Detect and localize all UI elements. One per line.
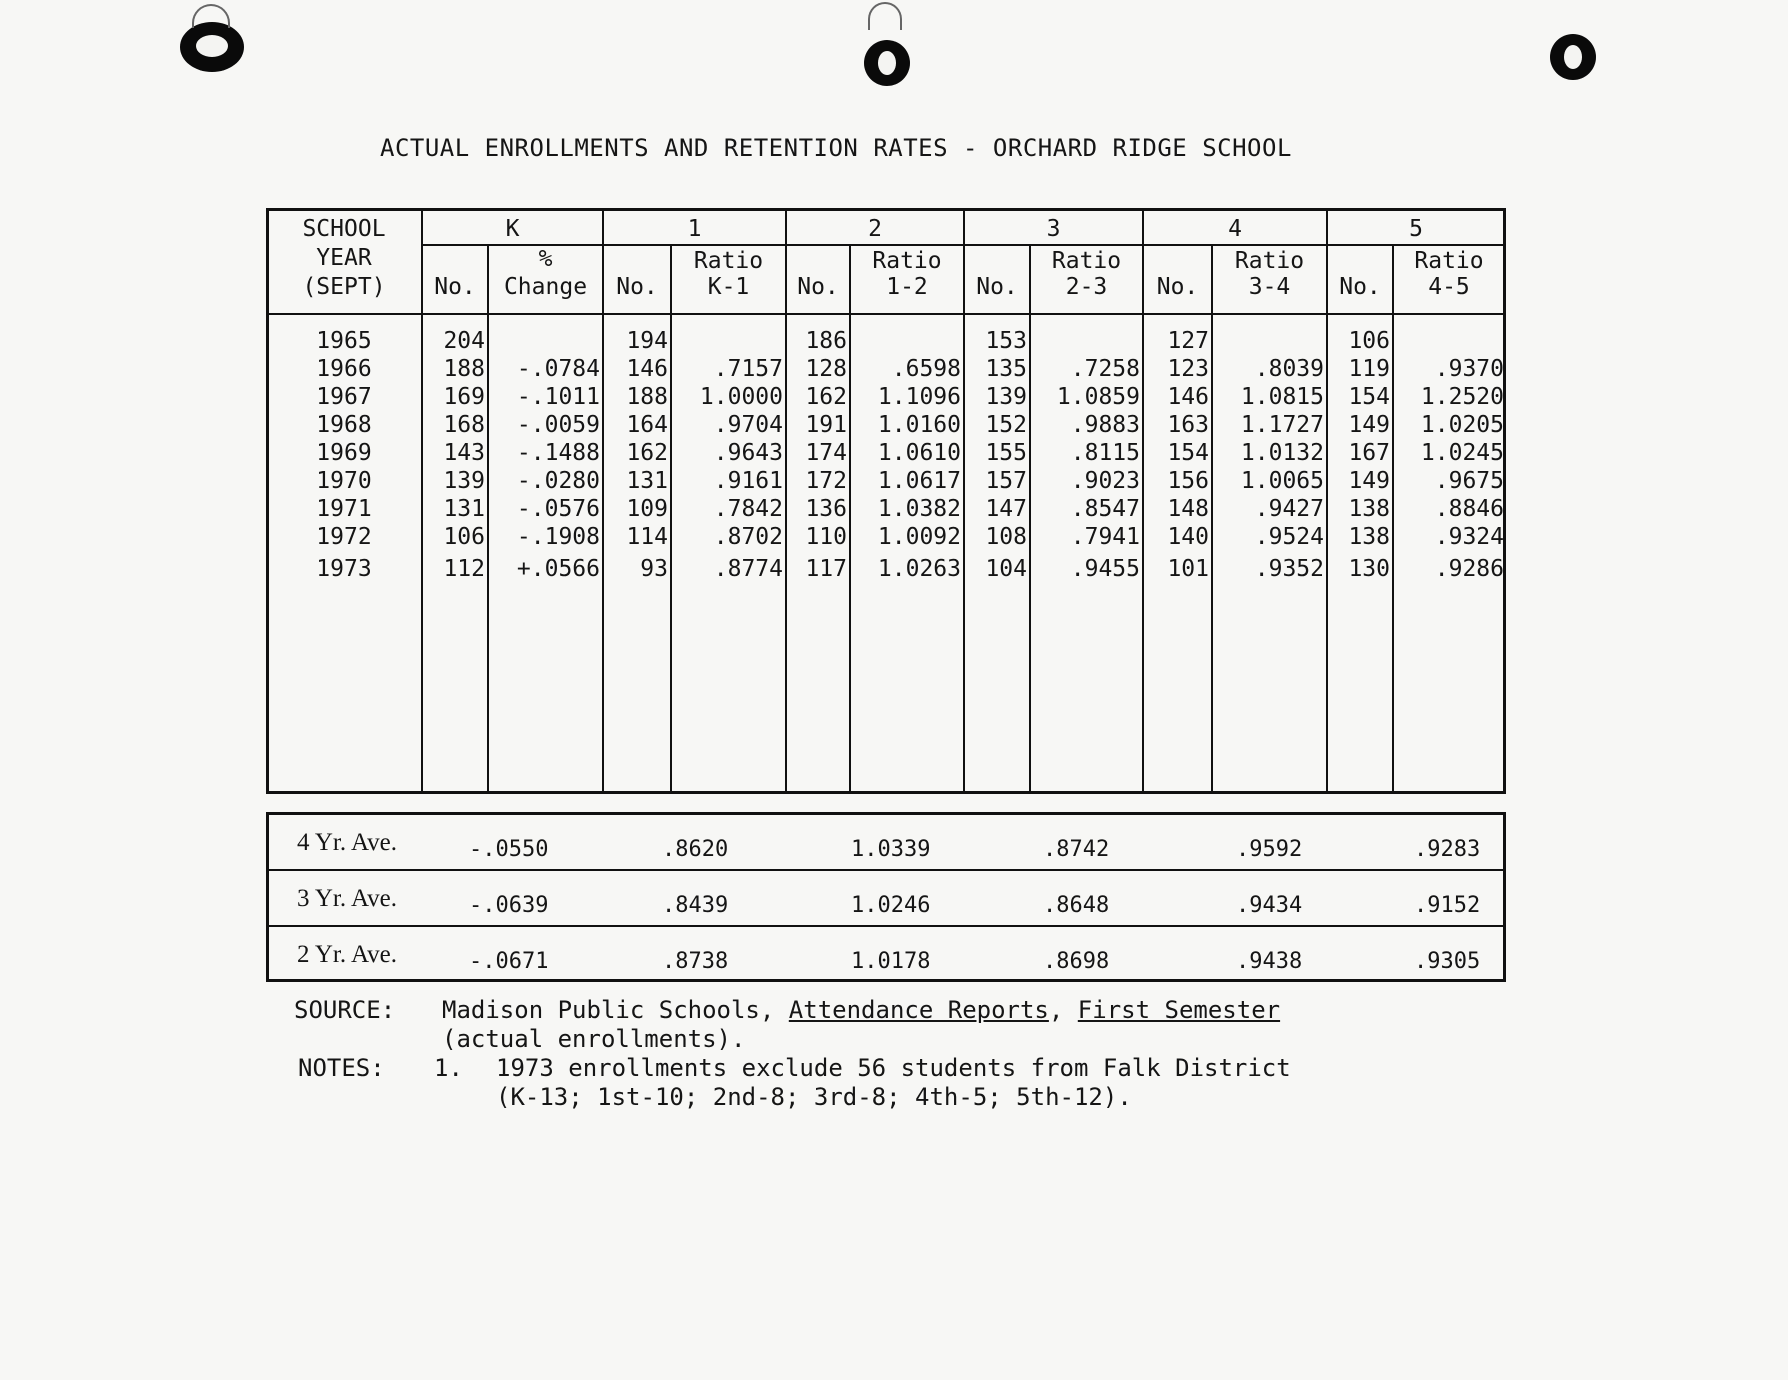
cell-g5-ratio: 1.0205 (1420, 412, 1504, 438)
header-g5-no: No. (1339, 274, 1381, 300)
cell-g4-ratio: 1.0132 (1240, 440, 1324, 466)
hole-tear-middle (868, 2, 902, 30)
cell-k-change: +.0566 (516, 556, 600, 582)
header-g1-no: No. (616, 274, 658, 300)
cell-k-no: 168 (443, 412, 485, 438)
cell-g3-ratio: .8547 (1070, 496, 1140, 522)
cell-g5-no: 106 (1348, 328, 1390, 354)
cell-k-change: -.0576 (516, 496, 600, 522)
header-k-no: No. (434, 274, 476, 300)
avg-label: 2 Yr. Ave. (297, 941, 397, 968)
cell-g5-ratio: 1.0245 (1420, 440, 1504, 466)
avg-value: -.0639 (469, 893, 549, 918)
cell-g4-ratio: .9427 (1254, 496, 1324, 522)
cell-g5-ratio: .9286 (1434, 556, 1504, 582)
header-g4-ratio: Ratio (1234, 248, 1305, 274)
cell-g3-no: 153 (985, 328, 1027, 354)
cell-g5-no: 119 (1348, 356, 1390, 382)
cell-g2-no: 186 (805, 328, 847, 354)
notes-text: 1973 enrollments exclude 56 students from Falk District (496, 1054, 1291, 1082)
header-grade-5: 5 (1409, 216, 1423, 242)
header-grade-3: 3 (1046, 216, 1061, 242)
cell-g5-ratio: .8846 (1434, 496, 1504, 522)
cell-g2-ratio: 1.0263 (877, 556, 961, 582)
cell-g2-no: 110 (805, 524, 847, 550)
cell-g3-ratio: .9023 (1070, 468, 1140, 494)
cell-g1-ratio: .9643 (713, 440, 783, 466)
cell-g4-ratio: 1.0065 (1240, 468, 1324, 494)
cell-year: 1967 (316, 384, 372, 410)
source-label: SOURCE: (294, 996, 396, 1024)
cell-k-no: 204 (443, 328, 485, 354)
cell-g1-no: 146 (626, 356, 668, 382)
page-title: ACTUAL ENROLLMENTS AND RETENTIOΝ RATES - ORCHARD RIDGE SCHOOL (380, 134, 1292, 162)
cell-g1-no: 194 (626, 328, 668, 354)
header-g5-ratio-label: 4-5 (1428, 274, 1470, 300)
cell-g5-no: 154 (1348, 384, 1390, 410)
cell-k-no: 106 (443, 524, 485, 550)
cell-g3-ratio: 1.0859 (1056, 384, 1140, 410)
cell-g2-no: 162 (805, 384, 847, 410)
averages-table (266, 812, 1506, 982)
cell-g1-no: 131 (626, 468, 668, 494)
cell-g1-ratio: .7842 (713, 496, 783, 522)
cell-g5-ratio: .9370 (1434, 356, 1504, 382)
cell-g4-ratio: .9524 (1254, 524, 1324, 550)
cell-g5-ratio: 1.2520 (1420, 384, 1504, 410)
cell-g3-ratio: .9455 (1070, 556, 1140, 582)
cell-g1-no: 162 (626, 440, 668, 466)
avg-value: .9434 (1236, 893, 1303, 918)
cell-g4-no: 146 (1167, 384, 1209, 410)
avg-value: .9592 (1236, 837, 1303, 862)
cell-year: 1971 (316, 496, 372, 522)
cell-k-no: 112 (443, 556, 485, 582)
cell-k-change: -.1908 (516, 524, 600, 550)
cell-g1-no: 188 (626, 384, 668, 410)
source-attendance-reports: Attendance Reports (788, 996, 1049, 1024)
header-g4-ratio-label: 3-4 (1248, 274, 1291, 300)
cell-g4-ratio: 1.1727 (1240, 412, 1324, 438)
punch-hole-left (180, 22, 244, 72)
header-school-year-line1: SCHOOL (302, 216, 386, 242)
cell-g1-no: 109 (626, 496, 668, 522)
cell-g5-no: 149 (1348, 412, 1390, 438)
cell-g5-no: 138 (1348, 496, 1390, 522)
cell-g4-no: 154 (1167, 440, 1209, 466)
avg-value: .8620 (662, 837, 729, 862)
cell-year: 1970 (316, 468, 372, 494)
enrollment-table (266, 208, 1506, 794)
cell-g5-ratio: .9324 (1434, 524, 1504, 550)
header-g5-ratio: Ratio (1414, 248, 1484, 274)
cell-g4-no: 140 (1167, 524, 1209, 550)
cell-g2-ratio: 1.1096 (877, 384, 961, 410)
header-g2-no: No. (797, 274, 839, 300)
cell-g3-no: 139 (985, 384, 1027, 410)
cell-k-change: -.1488 (516, 440, 600, 466)
cell-g4-no: 156 (1167, 468, 1209, 494)
cell-g4-no: 163 (1167, 412, 1209, 438)
cell-k-change: -.0059 (516, 412, 600, 438)
header-grade-2: 2 (868, 216, 882, 242)
header-g4-no: No. (1156, 274, 1199, 300)
cell-g4-ratio: .9352 (1254, 556, 1324, 582)
header-grade-4: 4 (1228, 216, 1242, 242)
header-g3-ratio-label: 2-3 (1065, 274, 1108, 300)
cell-g3-ratio: .7941 (1070, 524, 1140, 550)
source-first-semester: First Semester (1077, 996, 1281, 1024)
cell-g1-ratio: .9161 (713, 468, 783, 494)
header-k-change-symbol: % (538, 246, 553, 272)
cell-g1-no: 93 (640, 556, 668, 582)
header-g1-ratio-label: K-1 (707, 274, 750, 300)
cell-k-no: 131 (443, 496, 485, 522)
source-publisher: Madison Public Schools, (442, 996, 775, 1024)
header-g1-ratio: Ratio (693, 248, 764, 274)
notes-breakdown: (K-13; 1st-10; 2nd-8; 3rd-8; 4th-5; 5th-12). (496, 1083, 1132, 1111)
header-g2-ratio-label: 1-2 (886, 274, 928, 300)
cell-g2-ratio: 1.0617 (877, 468, 961, 494)
avg-row-divider (269, 925, 1503, 927)
cell-g3-no: 152 (985, 412, 1027, 438)
cell-k-change: -.0784 (516, 356, 600, 382)
header-grade-k: K (505, 216, 520, 242)
cell-k-no: 139 (443, 468, 485, 494)
cell-g4-ratio: 1.0815 (1240, 384, 1324, 410)
cell-g1-ratio: .9704 (713, 412, 783, 438)
cell-g4-no: 101 (1167, 556, 1209, 582)
header-g3-ratio: Ratio (1051, 248, 1122, 274)
cell-g3-no: 157 (985, 468, 1027, 494)
avg-value: .9438 (1236, 949, 1303, 974)
avg-value: 1.0246 (851, 893, 931, 918)
avg-value: .8742 (1043, 837, 1110, 862)
cell-year: 1972 (316, 524, 372, 550)
cell-g1-ratio: .8774 (713, 556, 783, 582)
cell-g2-ratio: .6598 (891, 356, 961, 382)
cell-g2-ratio: 1.0382 (877, 496, 961, 522)
cell-g3-no: 108 (985, 524, 1027, 550)
avg-value: .8648 (1043, 893, 1110, 918)
cell-g4-ratio: .8039 (1254, 356, 1324, 382)
cell-year: 1969 (316, 440, 372, 466)
header-g2-ratio: Ratio (872, 248, 942, 274)
header-k-change: Change (503, 274, 588, 300)
header-bottom-rule (269, 313, 1503, 315)
cell-g1-ratio: 1.0000 (699, 384, 783, 410)
cell-year: 1973 (316, 556, 372, 582)
avg-label: 3 Yr. Ave. (297, 885, 397, 912)
avg-value: .8439 (662, 893, 729, 918)
cell-g5-no: 149 (1348, 468, 1390, 494)
cell-g2-ratio: 1.0610 (877, 440, 961, 466)
cell-g3-no: 147 (985, 496, 1027, 522)
avg-value: 1.0178 (851, 949, 931, 974)
punch-hole-middle (864, 40, 910, 86)
cell-g3-ratio: .8115 (1070, 440, 1140, 466)
avg-value: 1.0339 (851, 837, 931, 862)
cell-g4-no: 123 (1167, 356, 1209, 382)
cell-g1-no: 164 (626, 412, 668, 438)
cell-g5-no: 138 (1348, 524, 1390, 550)
cell-k-no: 188 (443, 356, 485, 382)
cell-g3-no: 135 (985, 356, 1027, 382)
cell-k-no: 143 (443, 440, 485, 466)
notes-label: NOTES: (298, 1054, 385, 1082)
punch-hole-right (1550, 34, 1596, 80)
cell-g2-no: 172 (805, 468, 847, 494)
hole-tear-left (192, 4, 230, 28)
avg-value: .8698 (1043, 949, 1110, 974)
cell-g5-ratio: .9675 (1434, 468, 1504, 494)
header-school-year-line3: (SEPT) (302, 274, 386, 300)
cell-g2-ratio: 1.0092 (877, 524, 961, 550)
header-grade-1: 1 (687, 216, 702, 242)
cell-g2-no: 117 (805, 556, 847, 582)
avg-value: .8738 (662, 949, 729, 974)
cell-year: 1966 (316, 356, 372, 382)
avg-label: 4 Yr. Ave. (297, 829, 397, 856)
source-note: (actual enrollments). (442, 1025, 746, 1053)
avg-row-divider (269, 869, 1503, 871)
notes-number: 1. (434, 1054, 463, 1082)
avg-value: .9152 (1414, 893, 1481, 918)
cell-g3-no: 104 (985, 556, 1027, 582)
cell-k-change: -.0280 (516, 468, 600, 494)
cell-g3-ratio: .9883 (1070, 412, 1140, 438)
cell-k-change: -.1011 (516, 384, 600, 410)
cell-g2-no: 136 (805, 496, 847, 522)
header-g3-no: No. (976, 274, 1018, 300)
cell-g1-ratio: .7157 (713, 356, 783, 382)
cell-g4-no: 127 (1167, 328, 1209, 354)
cell-g4-no: 148 (1167, 496, 1209, 522)
cell-g2-no: 128 (805, 356, 847, 382)
avg-value: -.0550 (469, 837, 549, 862)
cell-year: 1965 (316, 328, 372, 354)
cell-year: 1968 (316, 412, 372, 438)
cell-g5-no: 130 (1348, 556, 1390, 582)
cell-g3-no: 155 (985, 440, 1027, 466)
avg-value: -.0671 (469, 949, 549, 974)
cell-g1-no: 114 (626, 524, 668, 550)
cell-g2-ratio: 1.0160 (877, 412, 961, 438)
cell-k-no: 169 (443, 384, 485, 410)
cell-g2-no: 174 (805, 440, 847, 466)
cell-g1-ratio: .8702 (713, 524, 783, 550)
source-comma: , (1048, 996, 1064, 1024)
cell-g3-ratio: .7258 (1070, 356, 1140, 382)
avg-value: .9305 (1414, 949, 1481, 974)
avg-value: .9283 (1414, 837, 1481, 862)
cell-g5-no: 167 (1348, 440, 1390, 466)
cell-g2-no: 191 (805, 412, 847, 438)
header-school-year-line2: YEAR (316, 245, 372, 271)
